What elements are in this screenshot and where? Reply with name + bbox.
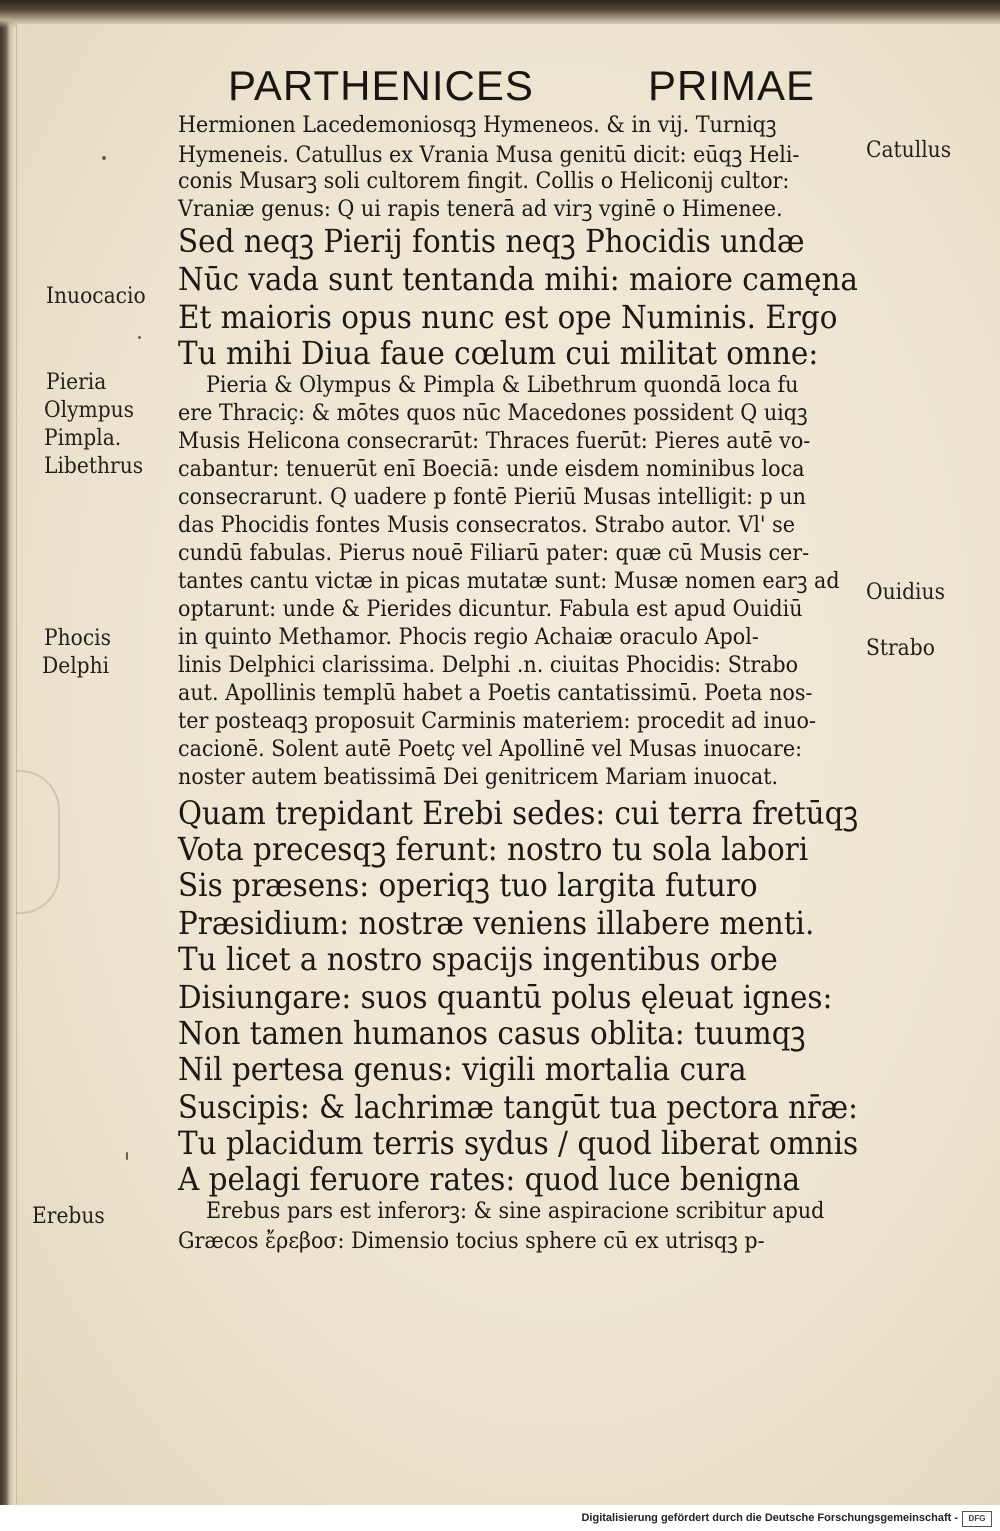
margin-note-erebus: Erebus — [32, 1204, 105, 1229]
commentary-line: Musis Helicona consecrarūt: Thraces fuerūt: Pieres autē vo- — [178, 429, 811, 454]
commentary-line: aut. Apollinis templū habet a Poetis cantatissimū. Poeta nos- — [178, 681, 813, 706]
commentary-line: conis Musarꝫ soli cultorem fingit. Collis o Heliconij cultor: — [178, 169, 790, 194]
verse-line: Vota precesqꝫ ferunt: nostro tu sola labori — [178, 830, 809, 868]
verse-line: A pelagi feruore rates: quod luce benigna — [178, 1160, 801, 1198]
dfg-logo: DFG — [962, 1511, 992, 1527]
margin-note-pieria: Pieria — [46, 370, 107, 395]
margin-note-inuocacio: Inuocacio — [46, 284, 146, 309]
margin-note-olympus: Olympus — [44, 398, 135, 423]
commentary-line: das Phocidis fontes Musis consecratos. Strabo autor. Vl' se — [178, 513, 796, 538]
commentary-line: Erebus pars est inferorꝫ: & sine aspiracione scribitur apud — [206, 1199, 825, 1224]
commentary-line: consecrarunt. Q uadere p fontē Pieriū Musas intelligit: p un — [178, 485, 806, 510]
digitization-footer — [0, 1505, 1000, 1531]
margin-note-libethrus: Libethrus — [44, 454, 144, 479]
commentary-line: noster autem beatissimā Dei genitricem Mariam inuocat. — [178, 765, 779, 790]
commentary-line: ter posteaqꝫ proposuit Carminis materiem: procedit ad inuo- — [178, 709, 816, 734]
commentary-line: ere Thraciç: & mōtes quos nūc Macedones possident Q uiqꝫ — [178, 401, 808, 426]
margin-note-catullus: Catullus — [866, 138, 952, 163]
verse-line: Tu mihi Diua faue cœlum cui militat omne: — [178, 334, 819, 372]
commentary-line: optarunt: unde & Pierides dicuntur. Fabula est apud Ouidiū — [178, 597, 803, 622]
margin-note-strabo: Strabo — [866, 636, 935, 661]
commentary-line: Hermionen Lacedemoniosqꝫ Hymeneos. & in vij. Turniqꝫ — [178, 113, 777, 138]
verse-line: Suscipis: & lachrimæ tangūt tua pectora nr̄æ: — [178, 1088, 858, 1126]
verse-line: Quam trepidant Erebi sedes: cui terra fretūqꝫ — [178, 794, 859, 832]
paper-speck — [102, 156, 106, 160]
commentary-line: Græcos ἔρεβοσ: Dimensio tocius sphere cū ex utrisqꝫ p- — [178, 1229, 765, 1254]
verse-line: Præsidium: nostræ veniens illabere menti. — [178, 904, 815, 942]
margin-note-delphi: Delphi — [42, 654, 110, 679]
verse-line: Sed neqꝫ Pierij fontis neqꝫ Phocidis undæ — [178, 222, 805, 260]
commentary-line: cundū fabulas. Pierus nouē Filiarū pater: quæ cū Musis cer- — [178, 541, 810, 566]
commentary-line: linis Delphici clarissima. Delphi .n. ciuitas Phocidis: Strabo — [178, 653, 799, 678]
verse-line: Non tamen humanos casus oblita: tuumqꝫ — [178, 1014, 806, 1052]
verse-line: Tu placidum terris sydus / quod liberat omnis — [178, 1124, 859, 1162]
commentary-line: cacionē. Solent autē Poetç vel Apollinē vel Musas inuocare: — [178, 737, 803, 762]
commentary-line: in quinto Methamor. Phocis regio Achaiæ oraculo Apol- — [178, 625, 759, 650]
commentary-line: Vraniæ genus: Q ui rapis tenerā ad virꝫ vginē o Himenee. — [178, 197, 783, 222]
paper-speck — [126, 1152, 128, 1160]
verse-line: Nil pertesa genus: vigili mortalia cura — [178, 1050, 747, 1088]
header-right: PRIMAE — [648, 62, 816, 109]
margin-note-ouidius: Ouidius — [866, 580, 945, 605]
verse-line: Et maioris opus nunc est ope Numinis. Ergo — [178, 298, 838, 336]
verse-line: Tu licet a nostro spacijs ingentibus orbe — [178, 940, 778, 978]
paper-speck — [138, 336, 141, 339]
commentary-line: Hymeneis. Catullus ex Vrania Musa genitū dicit: eūqꝫ Heli- — [178, 143, 800, 168]
commentary-line: Pieria & Olympus & Pimpla & Libethrum quondā loca fu — [206, 373, 799, 398]
verse-line: Sis præsens: operiqꝫ tuo largita futuro — [178, 866, 758, 904]
margin-note-pimpla: Pimpla. — [44, 426, 122, 451]
commentary-line: tantes cantu victæ in picas mutatæ sunt: Musæ nomen earꝫ ad — [178, 569, 840, 594]
commentary-line: cabantur: tenuerūt enī Boeciā: unde eisdem nominibus loca — [178, 457, 805, 482]
verse-line: Nūc vada sunt tentanda mihi: maiore camęna — [178, 260, 858, 298]
header-left: PARTHENICES — [228, 62, 534, 109]
footer-credit: Digitalisierung gefördert durch die Deutsche Forschungsgemeinschaft - — [581, 1512, 958, 1524]
verse-line: Disiungare: suos quantū polus ęleuat ignes: — [178, 978, 833, 1016]
margin-note-phocis: Phocis — [44, 626, 112, 651]
